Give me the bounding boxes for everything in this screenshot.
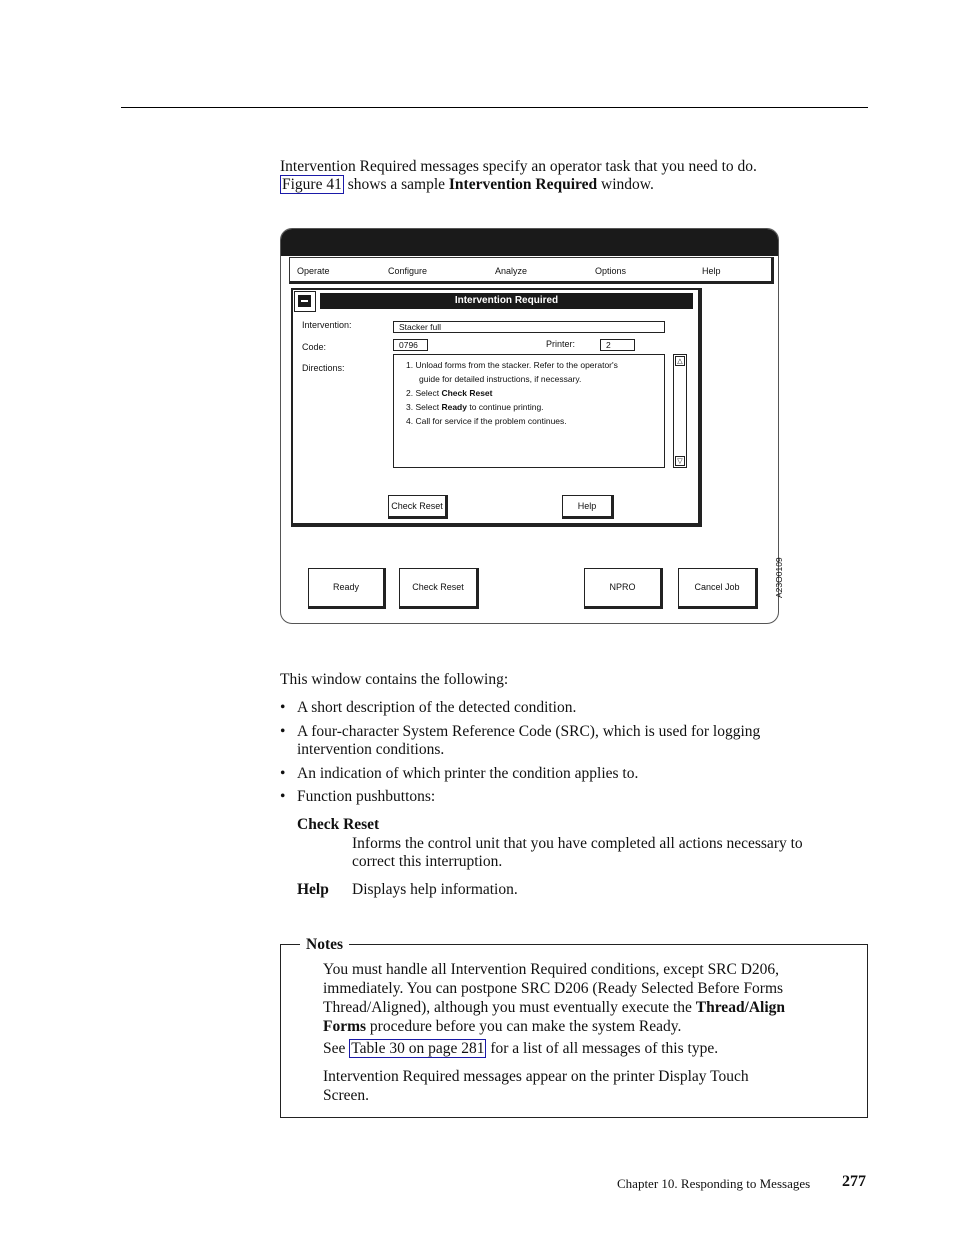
window-titlebar xyxy=(281,229,778,256)
system-menu-icon[interactable] xyxy=(294,291,316,312)
direction-1-cont: guide for detailed instructions, if necessary. xyxy=(419,374,582,384)
intervention-window-figure xyxy=(280,228,784,624)
intro-line-2 xyxy=(280,176,880,194)
intervention-label: Intervention: xyxy=(302,320,352,330)
printer-label: Printer: xyxy=(546,339,576,349)
footer-chapter: Chapter 10. Responding to Messages xyxy=(617,1176,811,1191)
code-field[interactable]: 0796 xyxy=(393,339,428,351)
def-desc-help: Displays help information. xyxy=(352,881,518,898)
ready-button[interactable]: Ready xyxy=(308,568,386,609)
cancel-job-button[interactable]: Cancel Job xyxy=(678,568,758,609)
menu-bar xyxy=(289,257,774,284)
direction-3: 3. Select Ready to continue printing. xyxy=(406,402,544,412)
dialog-help-button[interactable]: Help xyxy=(562,495,614,519)
direction-1: 1. Unload forms from the stacker. Refer to the operator's xyxy=(406,360,618,370)
header-rule xyxy=(121,107,868,108)
intro-bold: Intervention Required xyxy=(448,176,598,193)
intro-line-1: Intervention Required messages specify an operator task that you need to do. xyxy=(280,158,757,175)
direction-2: 2. Select Check Reset xyxy=(406,388,493,398)
npro-button[interactable]: NPRO xyxy=(584,568,663,609)
menu-options[interactable]: Options xyxy=(595,266,627,276)
intro-end: window. xyxy=(597,176,654,193)
figure-41-link[interactable]: Figure 41 xyxy=(282,176,342,193)
intervention-field[interactable]: Stacker full xyxy=(393,321,665,333)
intro-paragraph xyxy=(280,158,880,194)
menu-configure[interactable]: Configure xyxy=(388,266,428,276)
def-term-check-reset: Check Reset xyxy=(297,816,380,833)
directions-scrollbar[interactable] xyxy=(673,354,687,468)
figure-id: A23O0109 xyxy=(774,557,784,598)
menu-operate[interactable]: Operate xyxy=(297,266,330,276)
intro-text: shows a sample xyxy=(343,176,449,193)
window-frame xyxy=(280,228,779,624)
notes-paragraph-1: You must handle all Intervention Required conditions, except SRC D206, immediately. You can postpone SRC D206 (Ready Selected Before Forms Thread/Aligned), although you must eventually execute the Thread/Align Forms procedure before you can make the system Ready. xyxy=(323,961,786,1035)
notes-title: Notes xyxy=(300,936,349,954)
def-term-help: Help xyxy=(297,881,329,898)
dialog-check-reset-button[interactable]: Check Reset xyxy=(388,495,448,519)
menu-help[interactable]: Help xyxy=(702,266,721,276)
directions-label: Directions: xyxy=(302,363,345,373)
contains-text: This window contains the following: xyxy=(280,671,509,688)
scroll-down-arrow-icon[interactable]: ▽ xyxy=(675,456,685,466)
dialog-title: Intervention Required xyxy=(320,293,693,309)
notes-paragraph-2: See Table 30 on page 281 for a list of all messages of this type. xyxy=(323,1040,719,1057)
table-30-link[interactable]: Table 30 on page 281 xyxy=(351,1040,485,1057)
direction-4: 4. Call for service if the problem continues. xyxy=(406,416,567,426)
menu-analyze[interactable]: Analyze xyxy=(495,266,528,276)
directions-box[interactable] xyxy=(393,354,665,468)
notes-paragraph-3: Intervention Required messages appear on the printer Display Touch Screen. xyxy=(323,1068,749,1104)
page-number: 277 xyxy=(842,1173,866,1190)
intervention-dialog xyxy=(291,288,702,527)
scroll-up-arrow-icon[interactable]: △ xyxy=(675,356,685,366)
code-label: Code: xyxy=(302,342,327,352)
check-reset-button[interactable]: Check Reset xyxy=(399,568,479,609)
def-desc-check-reset: Informs the control unit that you have completed all actions necessary to correct this interruption. xyxy=(352,835,803,870)
printer-field[interactable]: 2 xyxy=(600,339,635,351)
